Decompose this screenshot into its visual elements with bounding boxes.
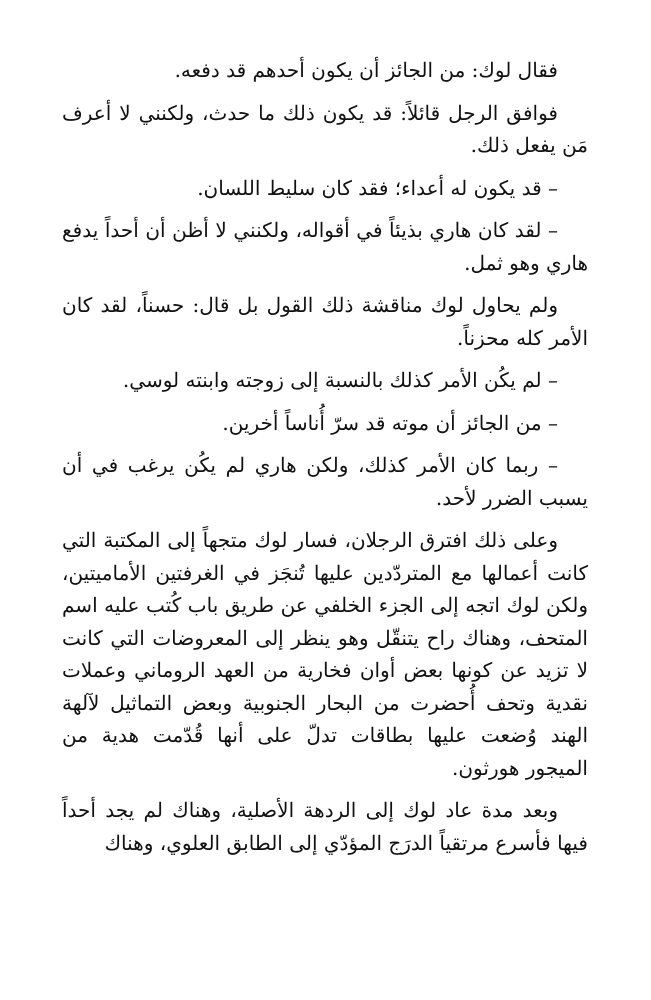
paragraph-1: فقال لوك: من الجائز أن يكون أحدهم قد دفعه. <box>174 58 558 82</box>
paragraph-3: ولم يحاول لوك مناقشة ذلك القول بل قال: حسناً، لقد كان الأمر كله محزناً. <box>62 293 588 350</box>
dialogue-line-5: – ربما كان الأمر كذلك، ولكن هاري لم يكُن يرغب في أن يسبب الضرر لأحد. <box>62 453 588 510</box>
dialogue-line-3: – لم يكُن الأمر كذلك بالنسبة إلى زوجته وابنته لوسي. <box>122 368 558 392</box>
book-page <box>62 54 588 869</box>
paragraph-5: وبعد مدة عاد لوك إلى الردهة الأصلية، وهناك لم يجد أحداً فيها فأسرع مرتقياً الدرَج المؤدّي إلى الطابق العلوي، وهناك <box>62 798 588 855</box>
dialogue-line-2: – لقد كان هاري بذيئاً في أقواله، ولكنني لا أظن أن أحداً يدفع هاري وهو ثمل. <box>62 218 588 275</box>
dialogue-line-4: – من الجائز أن موته قد سرّ أُناساً أخرين. <box>222 410 558 435</box>
dialogue-line-1: – قد يكون له أعداء؛ فقد كان سليط اللسان. <box>197 175 558 200</box>
paragraph-2: فوافق الرجل قائلاً: قد يكون ذلك ما حدث، ولكنني لا أعرف مَن يفعل ذلك. <box>62 100 588 157</box>
paragraph-4: وعلى ذلك افترق الرجلان، فسار لوك متجهاً إلى المكتبة التي كانت أعمالها مع المتردّدين عليها تُنجَز في الغرفتين الأماميتين، ولكن لوك اتجه إلى الجزء الخلفي عن طريق باب كُتب عليه اسم المتحف، وهناك راح يتنقّل وهو ينظر إلى المعروضات التي كانت لا تزيد عن كونها بعض أوان فخارية من العهد الروماني وعملات نقدية وتحف أُحضرت من البحار الجنوبية وبعض التماثيل لآلهة الهند وُضعت عليها بطاقات تدلّ على أنها قُدّمت هدية من الميجور هورثون. <box>62 528 588 780</box>
